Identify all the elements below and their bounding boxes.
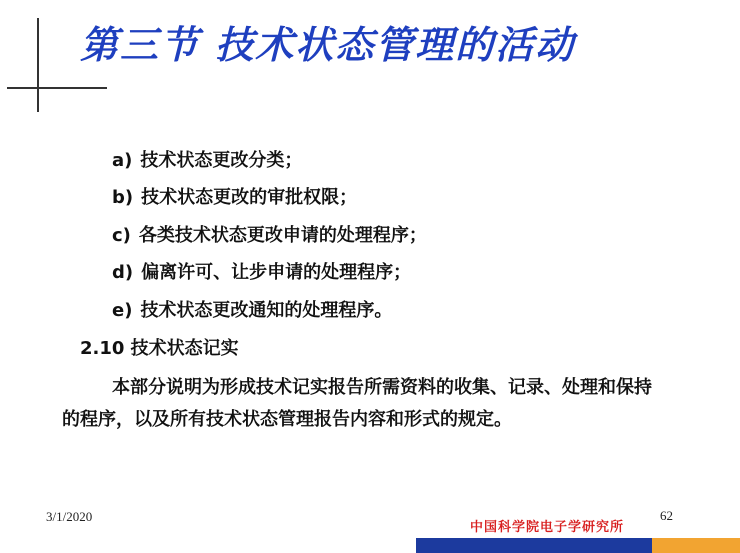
section-heading: 2.10 技术状态记实 [80,338,239,359]
body-paragraph: 本部分说明为形成技术记实报告所需资料的收集、记录、处理和保持的程序，以及所有技术状态管理报告内容和形式的规定。 [62,377,652,430]
list-text: 各类技术状态更改申请的处理程序； [138,225,427,246]
list-item [112,183,357,209]
list-marker: d) [112,262,134,283]
list-marker: e) [112,300,133,321]
list-item [112,258,411,284]
list-text: 偏离许可、让步申请的处理程序； [141,262,412,283]
list-marker: b) [112,187,134,208]
slide-title: 第三节 技术状态管理的活动 [80,22,576,67]
footer-bar-orange [652,538,740,553]
decorative-horizontal-line [7,87,107,89]
list-text: 技术状态更改分类； [140,150,303,171]
footer-organization: 中国科学院电子学研究所 [470,520,625,535]
footer-bar-blue [416,538,652,553]
page-number: 62 [660,508,673,523]
list-text: 技术状态更改通知的处理程序。 [140,300,393,321]
list-item [112,146,302,172]
list-marker: a) [112,150,133,171]
list-item [112,296,392,322]
list-text: 技术状态更改的审批权限； [141,187,358,208]
list-item [112,221,427,247]
decorative-vertical-line [37,18,39,112]
list-marker: c) [112,225,131,246]
footer-date: 3/1/2020 [46,509,93,524]
